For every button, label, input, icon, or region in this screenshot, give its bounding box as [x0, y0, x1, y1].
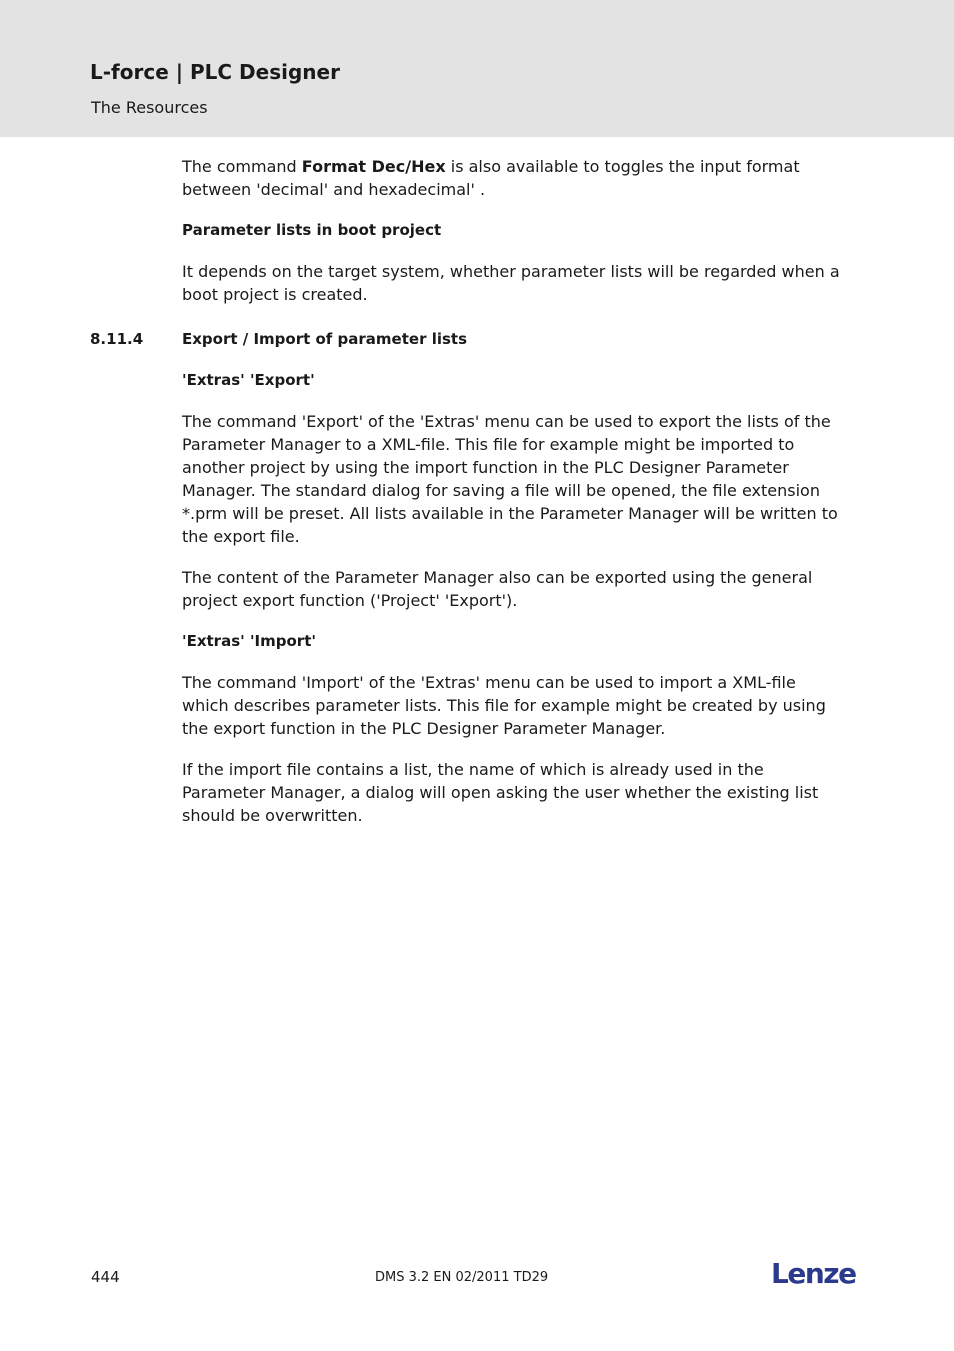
page-number: 444 — [91, 1268, 120, 1286]
export-paragraph-1: The command 'Export' of the 'Extras' menu can be used to export the lists of the Parameter Manager to a XML-file. This file for example might be imported to another project by using the import function in the PLC Designer Parameter Manager. The standard dialog for saving a file will be opened, the file extension *.prm will be preset. All lists available in the Parameter Manager will be written to the export file. — [182, 412, 838, 546]
text-span: The command — [182, 157, 302, 176]
export-heading: 'Extras' 'Export' — [182, 371, 315, 389]
import-heading: 'Extras' 'Import' — [182, 632, 316, 650]
command-name: Format Dec/Hex — [301, 157, 446, 176]
boot-project-heading: Parameter lists in boot project — [182, 221, 442, 239]
section-heading — [90, 328, 842, 351]
chapter-subtitle: The Resources — [91, 98, 208, 117]
page-header — [0, 0, 954, 137]
section-number: 8.11.4 — [90, 330, 144, 348]
import-paragraph-2: If the import file contains a list, the name of which is already used in the Parameter Manager, a dialog will open asking the user whether the existing list should be overwritten. — [182, 760, 819, 825]
section-title: Export / Import of parameter lists — [182, 330, 468, 348]
boot-project-paragraph: It depends on the target system, whether parameter lists will be regarded when a boot project is created. — [182, 262, 840, 304]
text-span: is also available to toggles the input format between 'decimal' and hexadecimal' . — [182, 157, 800, 199]
import-paragraph-1: The command 'Import' of the 'Extras' menu can be used to import a XML-file which describes parameter lists. This file for example might be created by using the export function in the PLC Designer Parameter Manager. — [182, 673, 826, 738]
export-paragraph-2: The content of the Parameter Manager also can be exported using the general project export function ('Project' 'Export'). — [182, 568, 813, 610]
page-content — [90, 155, 842, 845]
document-reference: DMS 3.2 EN 02/2011 TD29 — [375, 1270, 549, 1285]
document-title: L-force | PLC Designer — [90, 60, 340, 84]
format-dec-hex-paragraph — [182, 155, 842, 201]
lenze-logo: Lenze — [771, 1257, 856, 1290]
